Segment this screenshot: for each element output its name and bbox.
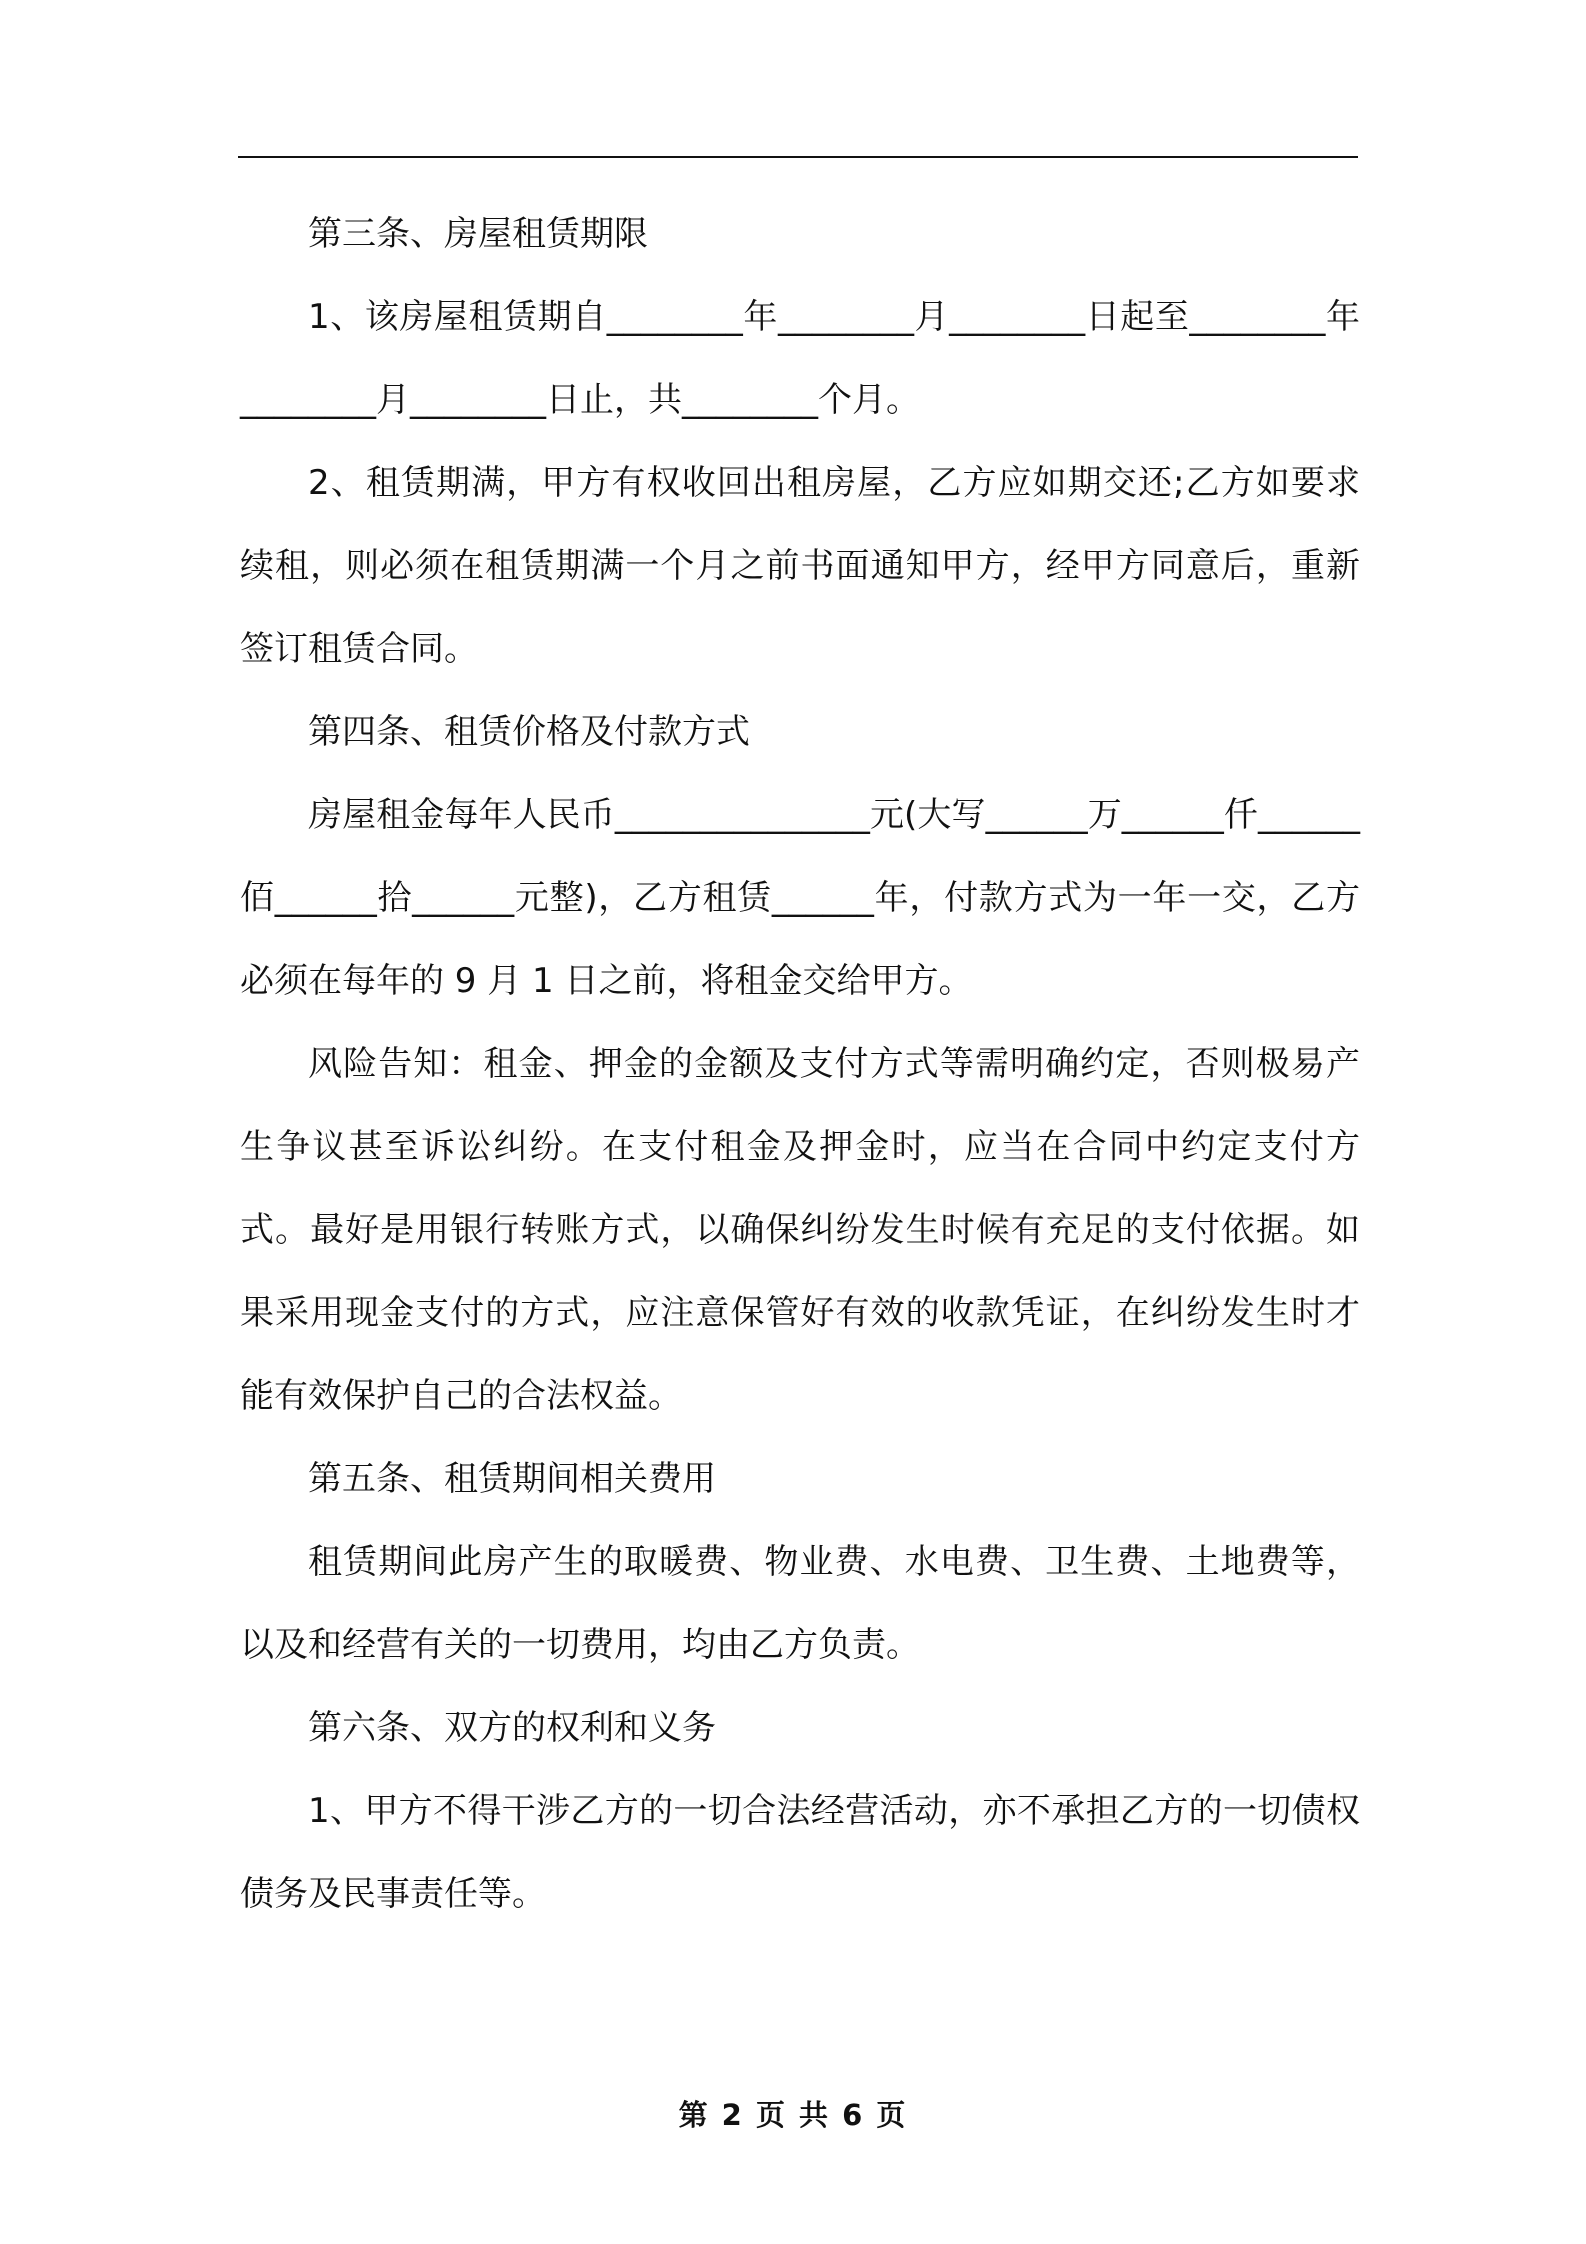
article-4-rent-clause: 房屋租金每年人民币_______________元(大写______万______仟______佰______拾______元整)，乙方租赁______年，付款方式为一年一交，乙方必须在每年的 9 月 1 日之前，将租金交给甲方。 (240, 795, 1360, 1001)
article-5-heading: 第五条、租赁期间相关费用 (308, 1459, 716, 1499)
document-body (240, 193, 1360, 1936)
article-3-clause-1: 1、该房屋租赁期自________年________月________日起至________年________月________日止，共________个月。 (240, 297, 1360, 420)
article-5-clause: 租赁期间此房产生的取暖费、物业费、水电费、卫生费、土地费等，以及和经营有关的一切费用，均由乙方负责。 (240, 1542, 1360, 1665)
article-6-clause-1: 1、甲方不得干涉乙方的一切合法经营活动，亦不承担乙方的一切债权债务及民事责任等。 (240, 1791, 1360, 1914)
article-3-clause-2: 2、租赁期满，甲方有权收回出租房屋，乙方应如期交还;乙方如要求续租，则必须在租赁期满一个月之前书面通知甲方，经甲方同意后，重新签订租赁合同。 (240, 463, 1360, 669)
risk-notice: 风险告知：租金、押金的金额及支付方式等需明确约定，否则极易产生争议甚至诉讼纠纷。在支付租金及押金时，应当在合同中约定支付方式。最好是用银行转账方式，以确保纠纷发生时候有充足的支付依据。如果采用现金支付的方式，应注意保管好有效的收款凭证，在纠纷发生时才能有效保护自己的合法权益。 (240, 1044, 1360, 1416)
article-3-heading: 第三条、房屋租赁期限 (308, 214, 648, 254)
header-rule (238, 156, 1358, 158)
article-4-heading: 第四条、租赁价格及付款方式 (308, 712, 750, 752)
page-number: 第 2 页 共 6 页 (678, 2098, 908, 2132)
article-6-heading: 第六条、双方的权利和义务 (308, 1708, 716, 1748)
